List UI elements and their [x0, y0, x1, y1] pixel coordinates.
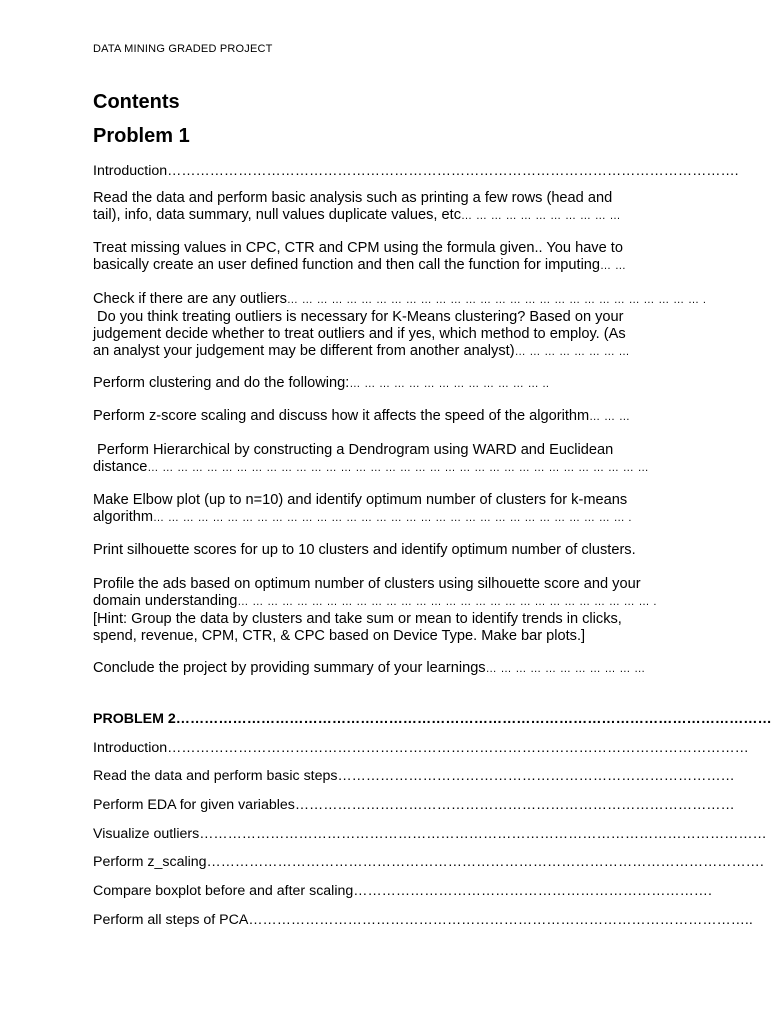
p1-item-outliers-line3: judgement decide whether to treat outliers and if yes, which method to employ. (As: [93, 326, 626, 342]
p1-item-profile-line4: spend, revenue, CPM, CTR, & CPC based on Device Type. Make bar plots.]: [93, 628, 586, 644]
p1-item-outliers-line1: Check if there are any outliers: [93, 291, 287, 307]
p1-introduction: Introduction………………………………………………………………………………………………………….: [93, 163, 739, 179]
p1-item-missing-values-line1: Treat missing values in CPC, CTR and CPM using the formula given.. You have to: [93, 240, 623, 256]
p1-item-profile-leader: … … … … … … … … … … … … … … … … … … … … … … … … … … … … .: [237, 596, 657, 608]
p1-item-clustering-line1: Perform clustering and do the following:: [93, 375, 350, 391]
p1-item-elbow-line1: Make Elbow plot (up to n=10) and identify optimum number of clusters for k-means: [93, 492, 628, 508]
p1-item-read-data-line1: Read the data and perform basic analysis such as printing a few rows (head and: [93, 190, 613, 206]
p2-introduction: Introduction……………………………………………………………………………………………………………: [93, 740, 749, 756]
p1-item-zscore: [93, 408, 683, 426]
p2-step-pca: Perform all steps of PCA……………………………………………………………………………………………..: [93, 912, 753, 928]
p1-item-read-data: [93, 190, 683, 225]
p1-item-hierarchical-line1: Perform Hierarchical by constructing a Dendrogram using WARD and Euclidean: [93, 442, 614, 458]
p1-item-profile: [93, 576, 683, 645]
p1-item-outliers: [93, 291, 707, 361]
p1-item-zscore-leader: … … …: [589, 411, 631, 423]
p1-item-outliers-leader1: … … … … … … … … … … … … … … … … … … … … … … … … … … … … .: [286, 294, 707, 306]
p1-item-hierarchical: [93, 442, 683, 477]
p2-step-boxplot: Compare boxplot before and after scaling………………………………………………………………….: [93, 883, 712, 899]
contents-heading: Contents: [93, 91, 180, 113]
p1-item-silhouette: [93, 542, 683, 559]
p1-item-conclude-line1: Conclude the project by providing summary of your learnings: [93, 660, 486, 676]
p1-item-missing-values-line2: basically create an user defined function and then call the function for imputing: [93, 257, 601, 273]
problem2-heading: PROBLEM 2………………………………………………………………………………………………………………: [93, 711, 772, 727]
p1-item-hierarchical-leader: … … … … … … … … … … … … … … … … … … … … … … … … … … … … … … … … … …: [147, 462, 650, 474]
p2-step-visualize-outliers: Visualize outliers…………………………………………………………………………………………………………: [93, 826, 767, 842]
p1-item-conclude: [93, 660, 683, 678]
p1-item-elbow-leader: … … … … … … … … … … … … … … … … … … … … … … … … … … … … … … … … .: [153, 512, 632, 524]
p1-item-profile-line3: [Hint: Group the data by clusters and take sum or mean to identify trends in clicks,: [93, 611, 622, 627]
p1-item-read-data-leader: … … … … … … … … … … …: [461, 210, 621, 222]
p1-item-missing-values: [93, 240, 683, 275]
p1-item-elbow-line2: algorithm: [93, 509, 154, 525]
p1-item-missing-values-leader: … …: [600, 260, 627, 272]
p1-item-profile-line1: Profile the ads based on optimum number of clusters using silhouette score and your: [93, 576, 641, 592]
p2-step-eda: Perform EDA for given variables…………………………………………………………………………………: [93, 797, 735, 813]
p1-item-read-data-line2: tail), info, data summary, null values duplicate values, etc: [93, 207, 461, 223]
p1-item-zscore-line1: Perform z-score scaling and discuss how it affects the speed of the algorithm: [93, 408, 590, 424]
p1-item-elbow: [93, 492, 683, 527]
problem1-heading: Problem 1: [93, 125, 190, 147]
p1-item-silhouette-line1: Print silhouette scores for up to 10 clusters and identify optimum number of clusters.: [93, 542, 636, 558]
p1-item-hierarchical-line2: distance: [93, 459, 148, 475]
document-header: DATA MINING GRADED PROJECT: [93, 43, 273, 55]
p1-item-outliers-line2: Do you think treating outliers is necessary for K-Means clustering? Based on your: [93, 309, 624, 325]
p1-item-profile-line2: domain understanding: [93, 593, 238, 609]
p1-item-conclude-leader: … … … … … … … … … … …: [485, 663, 646, 675]
p1-item-clustering-leader: … … … … … … … … … … … … … ..: [349, 378, 550, 390]
p1-item-clustering: [93, 375, 683, 393]
p2-step-read-data: Read the data and perform basic steps…………………………………………………………………………: [93, 768, 735, 784]
p1-item-outliers-line4: an analyst your judgement may be different from another analyst): [93, 343, 515, 359]
p1-item-outliers-leader2: … … … … … … … …: [514, 346, 630, 358]
p2-step-zscaling: Perform z_scaling……………………………………………………………………………………………………….: [93, 854, 764, 870]
